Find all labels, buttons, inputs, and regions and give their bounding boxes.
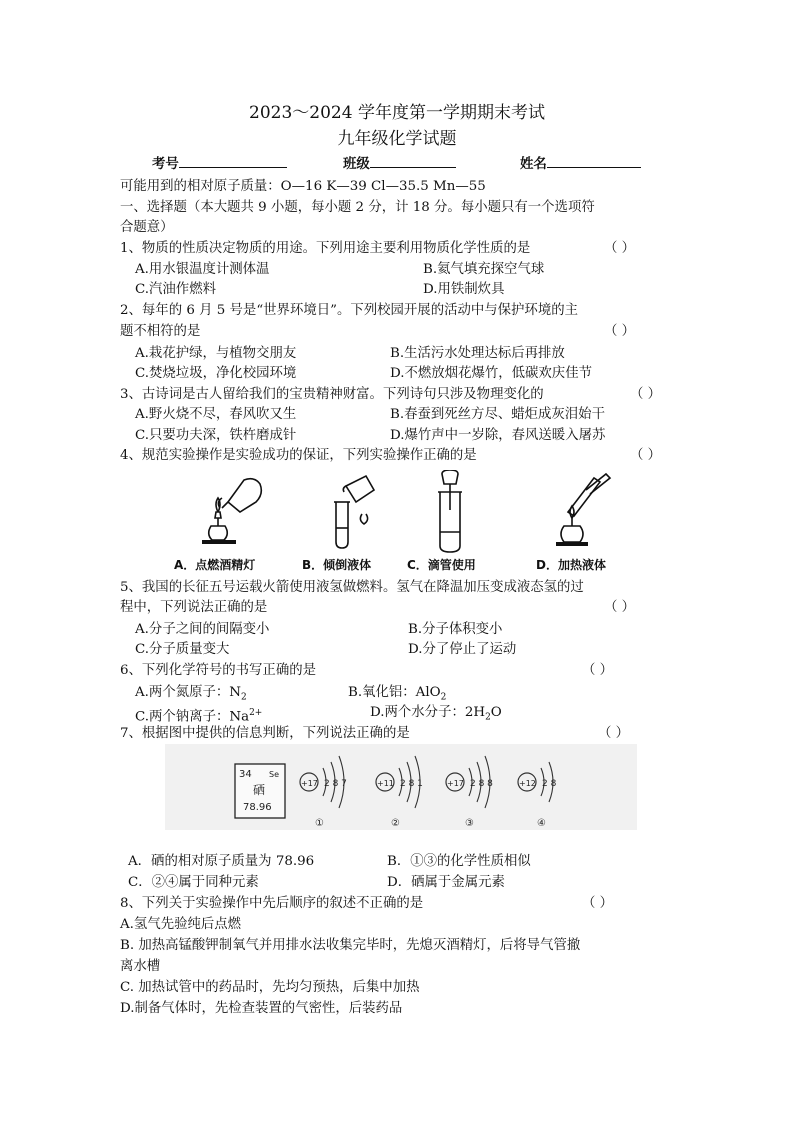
- pouring-liquid-figure: [322, 472, 382, 552]
- exam-number-label: 考号: [152, 156, 179, 172]
- q6-option-c-text: C.两个钠离子：Na: [135, 709, 250, 725]
- class-label: 班级: [343, 156, 370, 172]
- q1-option-c[interactable]: C.汽油作燃料: [135, 282, 216, 297]
- q1-option-a[interactable]: A.用水银温度计测体温: [135, 262, 270, 277]
- atom-3-label: ③: [465, 818, 474, 829]
- atom-1-shells: 2 8 7: [324, 779, 347, 789]
- q5-option-b[interactable]: B.分子体积变小: [408, 622, 503, 637]
- exam-number-blank[interactable]: [179, 153, 287, 168]
- q5-answer-bracket[interactable]: （ ）: [604, 600, 636, 615]
- q8-option-b-line2: 离水槽: [120, 959, 161, 974]
- q1-stem: 1、物质的性质决定物质的用途。下列用途主要利用物质化学性质的是: [120, 241, 531, 256]
- q6-option-b-text: B.氧化铝：AlO: [348, 685, 441, 700]
- element-number: 34: [239, 769, 252, 780]
- q2-answer-bracket[interactable]: （ ）: [604, 324, 636, 339]
- atom-4-nucleus: +12: [519, 779, 536, 788]
- q2-option-a[interactable]: A.栽花护绿，与植物交朋友: [135, 346, 297, 361]
- q4-answer-bracket[interactable]: （ ）: [630, 448, 662, 463]
- dropper-use-figure: [430, 470, 470, 554]
- element-symbol: Se: [269, 770, 279, 779]
- q3-option-b[interactable]: B.春蚕到死丝方尽、蜡炬成灰泪始干: [390, 407, 605, 422]
- class-blank[interactable]: [370, 153, 456, 168]
- q3-answer-bracket[interactable]: （ ）: [630, 387, 662, 402]
- q6-option-a-sub: 2: [241, 692, 247, 703]
- q5-option-c[interactable]: C.分子质量变大: [135, 642, 230, 657]
- atom-3-nucleus: +17: [447, 779, 464, 788]
- q6-answer-bracket[interactable]: （ ）: [582, 663, 614, 678]
- q7-stem: 7、根据图中提供的信息判断，下列说法正确的是: [120, 726, 410, 741]
- q8-option-d[interactable]: D.制备气体时，先检查装置的气密性，后装药品: [120, 1001, 403, 1016]
- q5-stem-line1: 5、我国的长征五号运载火箭使用液氢做燃料。氢气在降温加压变成液态氢的过: [120, 580, 584, 595]
- q6-option-b-sub: 2: [440, 692, 447, 703]
- atom-4-shells: 2 8: [542, 779, 557, 789]
- q6-option-d-sub: 2: [485, 712, 491, 723]
- q8-option-a[interactable]: A.氢气先验纯后点燃: [120, 917, 242, 932]
- name-field: [520, 153, 641, 174]
- q2-option-d[interactable]: D.不燃放烟花爆竹，低碳欢庆佳节: [390, 366, 592, 381]
- q8-option-b-line1[interactable]: B. 加热高锰酸钾制氧气并用排水法收集完毕时，先熄灭酒精灯，后将导气管撤: [120, 938, 581, 953]
- section-heading-line1: 一、选择题（本大题共 9 小题，每小题 2 分，计 18 分。每小题只有一个选项符: [120, 200, 595, 215]
- q4-stem: 4、规范实验操作是实验成功的保证，下列实验操作正确的是: [120, 448, 477, 463]
- q5-stem-line2: 程中，下列说法正确的是: [120, 600, 268, 615]
- q7-option-b[interactable]: B．①③的化学性质相似: [387, 854, 531, 869]
- q6-stem: 6、下列化学符号的书写正确的是: [120, 663, 316, 678]
- q6-option-a-text: A.两个氮原子：N: [135, 685, 241, 700]
- q6-option-d-tail: O: [490, 705, 502, 720]
- q2-option-c[interactable]: C.焚烧垃圾，净化校园环境: [135, 366, 297, 381]
- atom-4-label: ④: [537, 818, 546, 829]
- q7-option-c[interactable]: C．②④属于同种元素: [128, 875, 259, 890]
- element-mass: 78.96: [243, 802, 272, 813]
- q6-option-c-sup: 2+: [249, 708, 263, 718]
- q3-option-a[interactable]: A.野火烧不尽，春风吹又生: [135, 407, 297, 422]
- atom-1-label: ①: [315, 818, 324, 829]
- element-name: 硒: [253, 783, 266, 797]
- exam-subtitle: 九年级化学试题: [337, 129, 457, 149]
- atom-2-shells: 2 8 1: [400, 779, 423, 789]
- class-field: [343, 153, 456, 174]
- q7-answer-bracket[interactable]: （ ）: [598, 726, 630, 741]
- q8-answer-bracket[interactable]: （ ）: [582, 896, 614, 911]
- atom-1-nucleus: +17: [301, 779, 318, 788]
- atom-2-label: ②: [391, 818, 400, 829]
- q3-option-d[interactable]: D.爆竹声中一岁除，春风送暖入屠苏: [390, 428, 606, 443]
- q7-option-d[interactable]: D．硒属于金属元素: [387, 875, 505, 890]
- q1-option-d[interactable]: D.用铁制炊具: [423, 282, 505, 297]
- q5-option-a[interactable]: A.分子之间的间隔变小: [135, 622, 270, 637]
- q4-label-d[interactable]: D．加热液体: [536, 558, 606, 572]
- q3-option-c[interactable]: C.只要功夫深，铁杵磨成针: [135, 428, 297, 443]
- q7-option-a[interactable]: A．硒的相对原子质量为 78.96: [128, 854, 315, 869]
- q4-label-c[interactable]: C．滴管使用: [407, 558, 476, 572]
- q8-option-c[interactable]: C. 加热试管中的药品时，先均匀预热，后集中加热: [120, 980, 420, 995]
- q8-stem: 8、下列关于实验操作中先后顺序的叙述不正确的是: [120, 896, 424, 911]
- q2-stem-line2: 题不相符的是: [120, 324, 201, 339]
- exam-number-field: [152, 153, 287, 174]
- name-label: 姓名: [520, 156, 547, 172]
- atom-2-nucleus: +11: [377, 779, 394, 788]
- q1-answer-bracket[interactable]: （ ）: [604, 241, 636, 256]
- exam-title: 2023～2024 学年度第一学期期末考试: [249, 103, 545, 123]
- atom-3-shells: 2 8 8: [470, 779, 493, 789]
- q2-option-b[interactable]: B.生活污水处理达标后再排放: [390, 346, 565, 361]
- q4-label-b[interactable]: B．倾倒液体: [302, 558, 372, 572]
- name-blank[interactable]: [547, 153, 641, 168]
- heating-liquid-figure: [550, 472, 620, 552]
- alcohol-lamp-lighting-figure: [198, 474, 268, 552]
- q1-option-b[interactable]: B.氦气填充探空气球: [423, 262, 545, 277]
- q2-stem-line1: 2、每年的 6 月 5 号是“世界环境日”。下列校园开展的活动中与保护环境的主: [120, 303, 578, 318]
- q5-option-d[interactable]: D.分了停止了运动: [408, 642, 517, 657]
- atom-structure-figure: [165, 744, 637, 830]
- atomic-masses: 可能用到的相对原子质量：O—16 K—39 Cl—35.5 Mn—55: [120, 179, 486, 194]
- element-card: [235, 764, 285, 818]
- atom-structure-svg: [165, 744, 637, 830]
- q3-stem: 3、古诗词是古人留给我们的宝贵精神财富。下列诗句只涉及物理变化的: [120, 387, 544, 402]
- q4-label-a[interactable]: A．点燃酒精灯: [174, 558, 256, 572]
- q6-option-d-text: D.两个水分子：2H: [370, 705, 486, 720]
- section-heading-line2: 合题意）: [120, 220, 174, 235]
